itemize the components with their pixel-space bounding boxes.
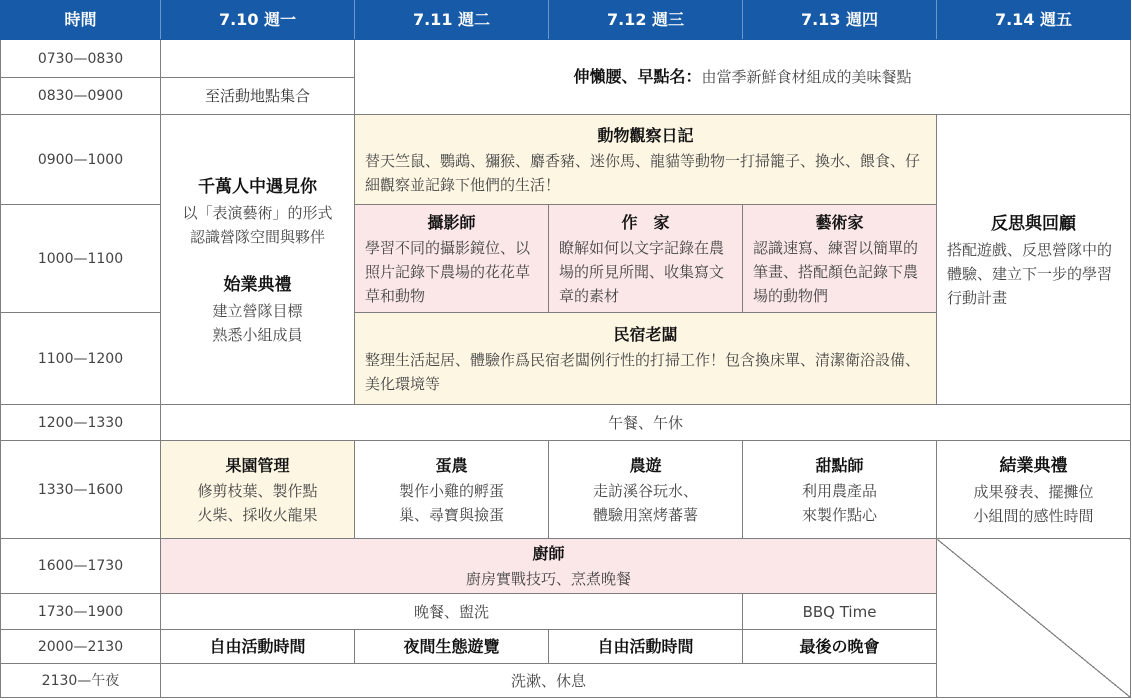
header-day-fri: 7.14 週五 [937, 1, 1131, 40]
time-slot: 1330—1600 [1, 441, 161, 539]
photographer-desc: 學習不同的攝影鏡位、以照片記錄下農場的花花草草和動物 [365, 238, 531, 305]
table-row [1, 539, 1131, 594]
closing-ceremony-title: 結業典禮 [999, 455, 1068, 476]
lunch-cell: 午餐、午休 [161, 405, 1131, 441]
day1-morning-cell [161, 115, 355, 405]
icebreak-title: 千萬人中遇見你 [198, 176, 317, 197]
orchard-desc-2: 火柴、採收火龍果 [197, 505, 318, 524]
breakfast-desc: 由當季新鮮食材組成的美味餐點 [701, 68, 912, 86]
reflect-desc: 搭配遊戲、反思營隊中的體驗、建立下一步的學習行動計畫 [947, 240, 1113, 307]
egg-farmer-title: 蛋農 [435, 455, 468, 475]
farm-tour-desc-1: 走訪溪谷玩水、 [592, 481, 698, 500]
closing-ceremony-cell [937, 441, 1131, 539]
opening-title: 始業典禮 [223, 274, 292, 295]
egg-farmer-desc-2: 巢、尋寶與撿蛋 [398, 505, 504, 524]
time-slot: 2000—2130 [1, 630, 161, 664]
chef-title: 廚師 [532, 544, 565, 563]
breakfast-title: 伸懶腰、早點名： [573, 67, 702, 86]
opening-desc-2: 熟悉小組成員 [212, 325, 303, 344]
farm-tour-cell [549, 441, 743, 539]
bnb-owner-title: 民宿老闆 [613, 324, 678, 344]
farm-tour-desc-2: 體驗用窯烤蕃薯 [592, 505, 698, 524]
table-row [1, 405, 1131, 441]
bbq-cell: BBQ Time [743, 594, 937, 630]
header-day-wed: 7.12 週三 [549, 1, 743, 40]
opening-desc-1: 建立營隊目標 [212, 301, 303, 320]
chef-cell [161, 539, 937, 594]
reflect-cell [937, 115, 1131, 405]
animal-diary-title: 動物觀察日記 [597, 125, 694, 145]
time-slot: 0830—0900 [1, 78, 161, 115]
bnb-owner-cell [355, 313, 937, 405]
egg-farmer-desc-1: 製作小雞的孵蛋 [398, 481, 504, 500]
empty-cell [161, 40, 355, 78]
closing-ceremony-desc-1: 成果發表、擺攤位 [973, 482, 1094, 501]
table-row [1, 40, 1131, 78]
artist-desc: 認識速寫、練習以簡單的筆畫、搭配顏色記錄下農場的動物們 [753, 238, 919, 305]
pastry-chef-desc-2: 來製作點心 [801, 505, 877, 524]
evening-activity-tue: 夜間生態遊覽 [355, 630, 549, 664]
time-slot: 1100—1200 [1, 313, 161, 405]
animal-diary-cell [355, 115, 937, 205]
evening-activity-wed: 自由活動時間 [549, 630, 743, 664]
header-day-mon: 7.10 週一 [161, 1, 355, 40]
time-slot: 0730—0830 [1, 40, 161, 78]
orchard-title: 果園管理 [225, 455, 290, 475]
photographer-title: 攝影師 [427, 212, 476, 232]
evening-activity-mon: 自由活動時間 [161, 630, 355, 664]
time-slot: 2130—午夜 [1, 664, 161, 698]
pastry-chef-cell [743, 441, 937, 539]
icebreak-desc-1: 以「表演藝術」的形式 [182, 203, 333, 222]
gather-cell: 至活動地點集合 [161, 78, 355, 115]
writer-cell [549, 205, 743, 313]
time-slot: 1600—1730 [1, 539, 161, 594]
header-day-tue: 7.11 週二 [355, 1, 549, 40]
dinner-cell: 晚餐、盥洗 [161, 594, 743, 630]
orchard-desc-1: 修剪枝葉、製作點 [197, 481, 318, 500]
reflect-title: 反思與回顧 [991, 213, 1076, 234]
header-row [1, 1, 1131, 40]
chef-desc: 廚房實戰技巧、烹煮晚餐 [465, 570, 631, 588]
animal-diary-desc: 替天竺鼠、鸚鵡、獼猴、麝香豬、迷你馬、龍貓等動物一打掃籠子、換水、餵食、仔細觀察並記錄下他們的生活！ [365, 151, 921, 194]
evening-activity-thu: 最後の晚會 [743, 630, 937, 664]
header-day-thu: 7.13 週四 [743, 1, 937, 40]
closing-ceremony-desc-2: 小組間的感性時間 [973, 506, 1094, 525]
farm-tour-title: 農遊 [629, 455, 662, 475]
icebreak-desc-2: 認識營隊空間與夥伴 [189, 227, 325, 246]
crossed-out-cell [937, 539, 1131, 698]
writer-title: 作 家 [621, 212, 670, 232]
writer-desc: 瞭解如何以文字記錄在農場的所見所聞、收集寫文章的素材 [559, 238, 725, 305]
time-slot: 1730—1900 [1, 594, 161, 630]
time-slot: 1200—1330 [1, 405, 161, 441]
photographer-cell [355, 205, 549, 313]
artist-title: 藝術家 [815, 212, 864, 232]
artist-cell [743, 205, 937, 313]
time-slot: 1000—1100 [1, 205, 161, 313]
night-cell: 洗漱、休息 [161, 664, 937, 698]
time-slot: 0900—1000 [1, 115, 161, 205]
orchard-cell [161, 441, 355, 539]
header-time: 時間 [1, 1, 161, 40]
egg-farmer-cell [355, 441, 549, 539]
table-row [1, 115, 1131, 205]
bnb-owner-desc: 整理生活起居、體驗作爲民宿老闆例行性的打掃工作！包含換床單、清潔衛浴設備、美化環境等 [365, 350, 921, 393]
table-row [1, 441, 1131, 539]
breakfast-cell [355, 40, 1131, 115]
pastry-chef-title: 甜點師 [815, 455, 864, 475]
pastry-chef-desc-1: 利用農產品 [801, 481, 877, 500]
